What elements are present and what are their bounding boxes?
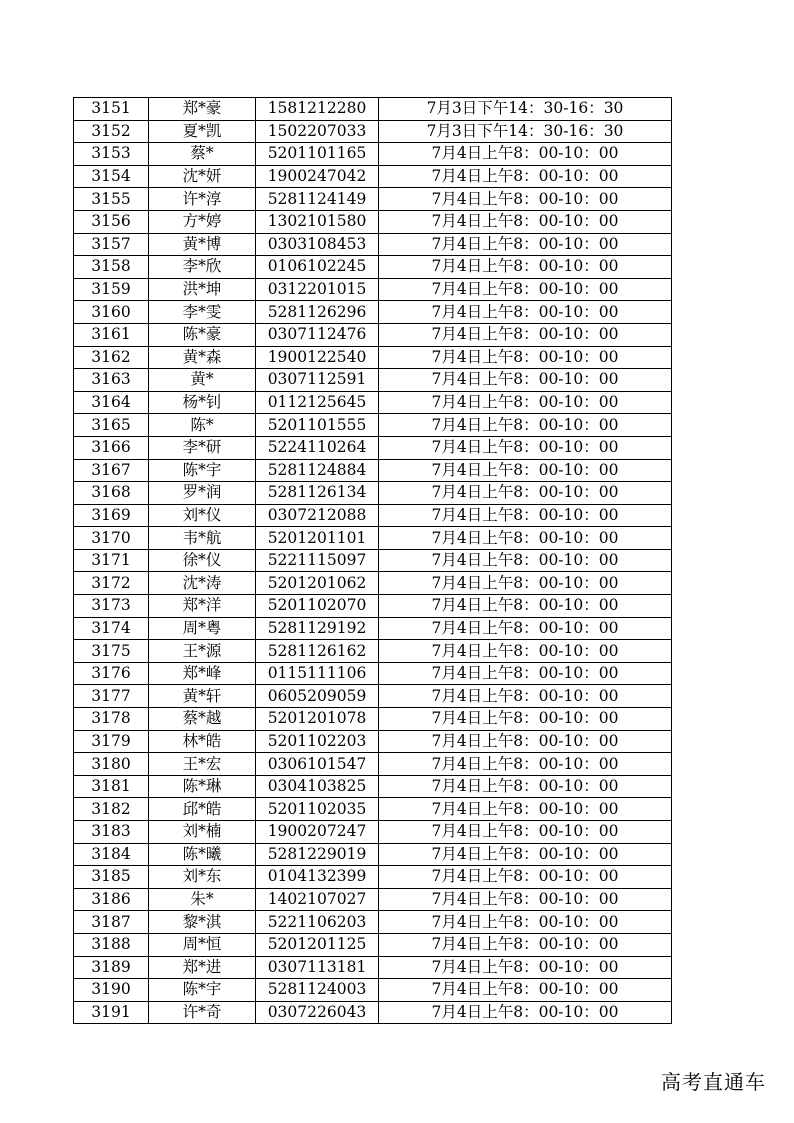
student-name-cell: 陈*豪 [149,323,256,346]
exam-time-cell: 7月4日上午8：00-10：00 [379,979,672,1002]
id-number-cell: 5224110264 [256,436,379,459]
serial-number-cell: 3182 [74,798,149,821]
id-number-cell: 0307212088 [256,504,379,527]
student-name-cell: 黄*博 [149,233,256,256]
table-row [74,391,672,414]
serial-number-cell: 3184 [74,843,149,866]
exam-time-cell: 7月4日上午8：00-10：00 [379,346,672,369]
exam-time-cell: 7月4日上午8：00-10：00 [379,685,672,708]
serial-number-cell: 3169 [74,504,149,527]
serial-number-cell: 3153 [74,143,149,166]
exam-time-cell: 7月4日上午8：00-10：00 [379,165,672,188]
serial-number-cell: 3156 [74,210,149,233]
id-number-cell: 0307112476 [256,323,379,346]
id-number-cell: 5201101555 [256,414,379,437]
student-name-cell: 郑*峰 [149,662,256,685]
table-row [74,165,672,188]
serial-number-cell: 3151 [74,98,149,121]
student-name-cell: 朱* [149,888,256,911]
table-row [74,821,672,844]
table-row [74,640,672,663]
exam-time-cell: 7月4日上午8：00-10：00 [379,662,672,685]
table-row [74,369,672,392]
serial-number-cell: 3190 [74,979,149,1002]
exam-time-cell: 7月4日上午8：00-10：00 [379,504,672,527]
table-row [74,323,672,346]
exam-time-cell: 7月3日下午14：30-16：30 [379,98,672,121]
student-name-cell: 陈*琳 [149,775,256,798]
student-name-cell: 李*欣 [149,256,256,279]
student-name-cell: 刘*仪 [149,504,256,527]
table-row [74,414,672,437]
student-name-cell: 郑*洋 [149,595,256,618]
student-name-cell: 许*奇 [149,1001,256,1024]
student-name-cell: 黄*轩 [149,685,256,708]
serial-number-cell: 3189 [74,956,149,979]
exam-time-cell: 7月4日上午8：00-10：00 [379,210,672,233]
table-row [74,278,672,301]
student-name-cell: 黄* [149,369,256,392]
serial-number-cell: 3171 [74,549,149,572]
serial-number-cell: 3158 [74,256,149,279]
exam-time-cell: 7月4日上午8：00-10：00 [379,798,672,821]
student-name-cell: 王*源 [149,640,256,663]
serial-number-cell: 3154 [74,165,149,188]
exam-time-cell: 7月3日下午14：30-16：30 [379,120,672,143]
exam-time-cell: 7月4日上午8：00-10：00 [379,595,672,618]
table-row [74,933,672,956]
table-row [74,210,672,233]
serial-number-cell: 3174 [74,617,149,640]
student-name-cell: 郑*豪 [149,98,256,121]
serial-number-cell: 3183 [74,821,149,844]
table-row [74,595,672,618]
id-number-cell: 5281229019 [256,843,379,866]
exam-time-cell: 7月4日上午8：00-10：00 [379,549,672,572]
table-row [74,979,672,1002]
serial-number-cell: 3178 [74,708,149,731]
serial-number-cell: 3186 [74,888,149,911]
id-number-cell: 5201102203 [256,730,379,753]
exam-time-cell: 7月4日上午8：00-10：00 [379,866,672,889]
student-name-cell: 洪*坤 [149,278,256,301]
table-row [74,98,672,121]
student-name-cell: 罗*润 [149,482,256,505]
student-name-cell: 夏*凯 [149,120,256,143]
table-row [74,346,672,369]
id-number-cell: 1402107027 [256,888,379,911]
id-number-cell: 1900207247 [256,821,379,844]
student-name-cell: 沈*妍 [149,165,256,188]
table-row [74,753,672,776]
id-number-cell: 1900122540 [256,346,379,369]
id-number-cell: 5221115097 [256,549,379,572]
serial-number-cell: 3167 [74,459,149,482]
exam-time-cell: 7月4日上午8：00-10：00 [379,256,672,279]
id-number-cell: 0115111106 [256,662,379,685]
exam-time-cell: 7月4日上午8：00-10：00 [379,301,672,324]
exam-time-cell: 7月4日上午8：00-10：00 [379,640,672,663]
exam-time-cell: 7月4日上午8：00-10：00 [379,572,672,595]
table-row [74,482,672,505]
student-name-cell: 徐*仪 [149,549,256,572]
id-number-cell: 0304103825 [256,775,379,798]
serial-number-cell: 3157 [74,233,149,256]
table-row [74,436,672,459]
student-name-cell: 方*婷 [149,210,256,233]
id-number-cell: 5281124149 [256,188,379,211]
serial-number-cell: 3168 [74,482,149,505]
serial-number-cell: 3172 [74,572,149,595]
table-row [74,549,672,572]
table-row [74,233,672,256]
serial-number-cell: 3181 [74,775,149,798]
exam-time-cell: 7月4日上午8：00-10：00 [379,278,672,301]
table-row [74,888,672,911]
exam-time-cell: 7月4日上午8：00-10：00 [379,730,672,753]
student-name-cell: 陈*曦 [149,843,256,866]
id-number-cell: 1900247042 [256,165,379,188]
student-name-cell: 刘*东 [149,866,256,889]
id-number-cell: 5281129192 [256,617,379,640]
table-body [74,98,672,1024]
exam-time-cell: 7月4日上午8：00-10：00 [379,414,672,437]
exam-time-cell: 7月4日上午8：00-10：00 [379,617,672,640]
serial-number-cell: 3188 [74,933,149,956]
serial-number-cell: 3164 [74,391,149,414]
serial-number-cell: 3161 [74,323,149,346]
table-row [74,662,672,685]
table-row [74,188,672,211]
exam-time-cell: 7月4日上午8：00-10：00 [379,188,672,211]
exam-time-cell: 7月4日上午8：00-10：00 [379,933,672,956]
id-number-cell: 5201201125 [256,933,379,956]
exam-time-cell: 7月4日上午8：00-10：00 [379,459,672,482]
id-number-cell: 0605209059 [256,685,379,708]
student-schedule-table [73,97,672,1024]
id-number-cell: 5281124884 [256,459,379,482]
student-name-cell: 陈*宇 [149,459,256,482]
watermark-logo-text: 高考直通车 [661,1070,766,1094]
student-name-cell: 杨*钊 [149,391,256,414]
table-row [74,708,672,731]
exam-time-cell: 7月4日上午8：00-10：00 [379,1001,672,1024]
student-name-cell: 李*雯 [149,301,256,324]
id-number-cell: 5221106203 [256,911,379,934]
table-row [74,301,672,324]
student-name-cell: 周*恒 [149,933,256,956]
serial-number-cell: 3165 [74,414,149,437]
id-number-cell: 0307113181 [256,956,379,979]
student-name-cell: 许*淳 [149,188,256,211]
student-name-cell: 陈*宇 [149,979,256,1002]
serial-number-cell: 3173 [74,595,149,618]
serial-number-cell: 3155 [74,188,149,211]
exam-time-cell: 7月4日上午8：00-10：00 [379,233,672,256]
serial-number-cell: 3176 [74,662,149,685]
student-name-cell: 韦*航 [149,527,256,550]
table-row [74,120,672,143]
serial-number-cell: 3175 [74,640,149,663]
id-number-cell: 0112125645 [256,391,379,414]
id-number-cell: 5201201062 [256,572,379,595]
id-number-cell: 5281126162 [256,640,379,663]
serial-number-cell: 3160 [74,301,149,324]
table-row [74,572,672,595]
id-number-cell: 0312201015 [256,278,379,301]
id-number-cell: 0303108453 [256,233,379,256]
serial-number-cell: 3152 [74,120,149,143]
exam-time-cell: 7月4日上午8：00-10：00 [379,143,672,166]
table-row [74,843,672,866]
exam-time-cell: 7月4日上午8：00-10：00 [379,391,672,414]
student-name-cell: 沈*涛 [149,572,256,595]
id-number-cell: 0307112591 [256,369,379,392]
id-number-cell: 0104132399 [256,866,379,889]
exam-time-cell: 7月4日上午8：00-10：00 [379,323,672,346]
table-row [74,956,672,979]
table-row [74,256,672,279]
id-number-cell: 5201102035 [256,798,379,821]
exam-time-cell: 7月4日上午8：00-10：00 [379,482,672,505]
serial-number-cell: 3179 [74,730,149,753]
serial-number-cell: 3170 [74,527,149,550]
id-number-cell: 5281126134 [256,482,379,505]
serial-number-cell: 3185 [74,866,149,889]
table-row [74,527,672,550]
id-number-cell: 0307226043 [256,1001,379,1024]
id-number-cell: 5201102070 [256,595,379,618]
table-row [74,911,672,934]
table-row [74,617,672,640]
table-row [74,866,672,889]
exam-time-cell: 7月4日上午8：00-10：00 [379,369,672,392]
serial-number-cell: 3177 [74,685,149,708]
id-number-cell: 5201101165 [256,143,379,166]
id-number-cell: 5281126296 [256,301,379,324]
student-name-cell: 林*皓 [149,730,256,753]
table-row [74,459,672,482]
serial-number-cell: 3162 [74,346,149,369]
student-name-cell: 刘*楠 [149,821,256,844]
exam-time-cell: 7月4日上午8：00-10：00 [379,436,672,459]
exam-time-cell: 7月4日上午8：00-10：00 [379,775,672,798]
student-name-cell: 蔡* [149,143,256,166]
student-name-cell: 黄*森 [149,346,256,369]
id-number-cell: 1502207033 [256,120,379,143]
exam-time-cell: 7月4日上午8：00-10：00 [379,843,672,866]
table-row [74,730,672,753]
student-name-cell: 王*宏 [149,753,256,776]
student-name-cell: 黎*淇 [149,911,256,934]
exam-time-cell: 7月4日上午8：00-10：00 [379,708,672,731]
student-name-cell: 郑*进 [149,956,256,979]
table-row [74,504,672,527]
exam-time-cell: 7月4日上午8：00-10：00 [379,911,672,934]
table-row [74,775,672,798]
serial-number-cell: 3166 [74,436,149,459]
student-name-cell: 李*研 [149,436,256,459]
id-number-cell: 0106102245 [256,256,379,279]
exam-time-cell: 7月4日上午8：00-10：00 [379,956,672,979]
student-name-cell: 周*粤 [149,617,256,640]
exam-time-cell: 7月4日上午8：00-10：00 [379,753,672,776]
exam-time-cell: 7月4日上午8：00-10：00 [379,888,672,911]
serial-number-cell: 3180 [74,753,149,776]
id-number-cell: 5281124003 [256,979,379,1002]
serial-number-cell: 3187 [74,911,149,934]
exam-time-cell: 7月4日上午8：00-10：00 [379,527,672,550]
table-row [74,1001,672,1024]
exam-time-cell: 7月4日上午8：00-10：00 [379,821,672,844]
id-number-cell: 5201201078 [256,708,379,731]
table-row [74,685,672,708]
serial-number-cell: 3191 [74,1001,149,1024]
student-name-cell: 陈* [149,414,256,437]
id-number-cell: 0306101547 [256,753,379,776]
student-name-cell: 蔡*越 [149,708,256,731]
id-number-cell: 5201201101 [256,527,379,550]
serial-number-cell: 3159 [74,278,149,301]
serial-number-cell: 3163 [74,369,149,392]
student-name-cell: 邱*皓 [149,798,256,821]
id-number-cell: 1302101580 [256,210,379,233]
table-row [74,143,672,166]
id-number-cell: 1581212280 [256,98,379,121]
table-row [74,798,672,821]
